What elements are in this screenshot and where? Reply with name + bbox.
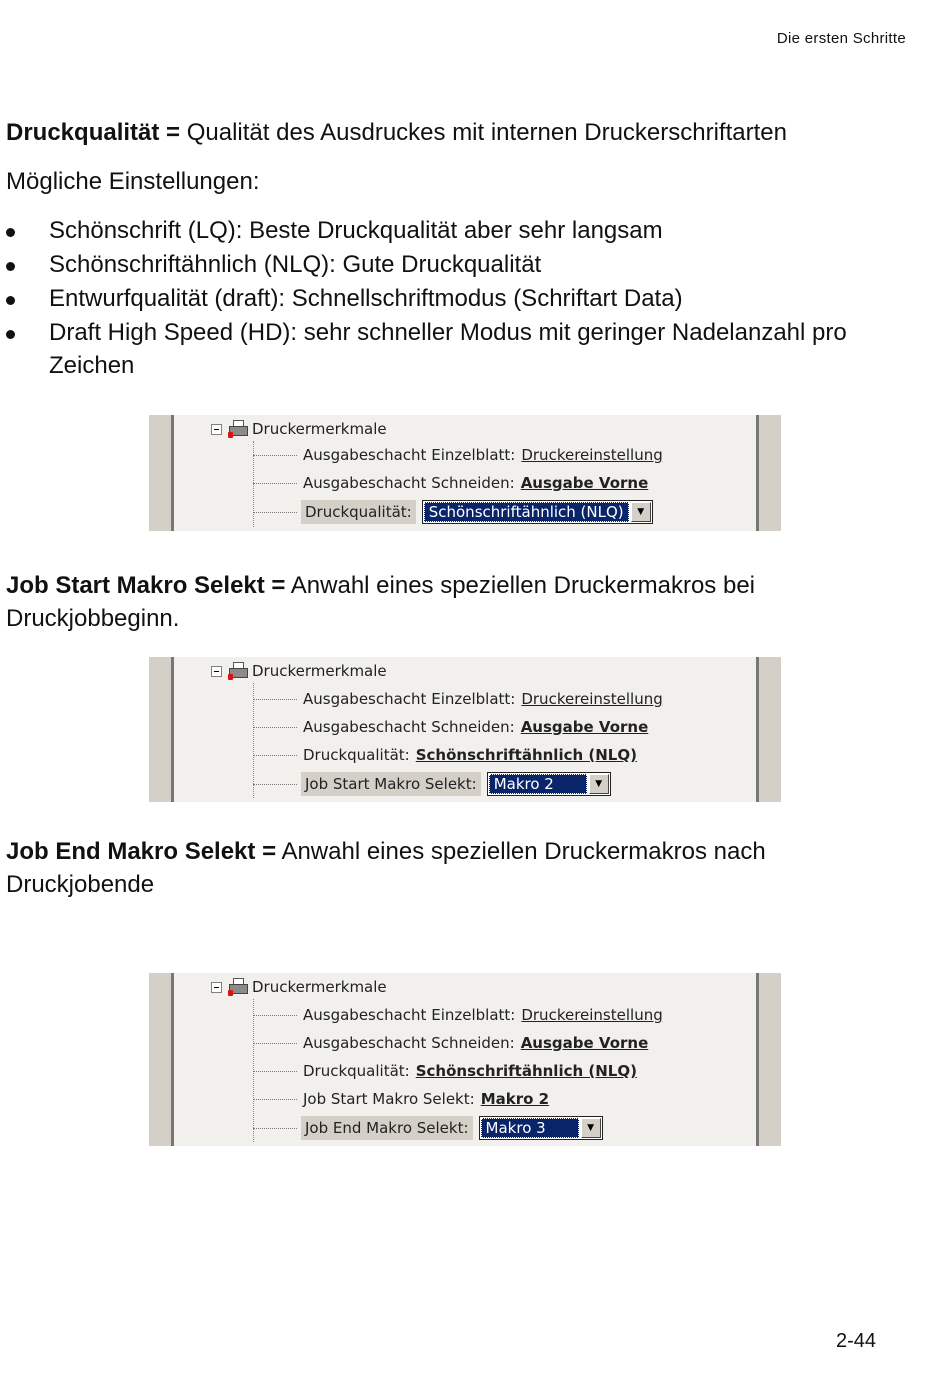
chevron-down-icon[interactable]: ▼ <box>631 502 651 522</box>
job-end-makro-dropdown[interactable]: Makro 3 ▼ <box>479 1116 603 1140</box>
list-item: Schönschriftähnlich (NLQ): Gute Druckqualität <box>6 248 906 281</box>
tree-row[interactable]: Ausgabeschacht Schneiden: Ausgabe Vorne <box>253 714 648 740</box>
printer-icon <box>228 978 248 996</box>
definition-druckqualitaet <box>6 116 906 149</box>
collapse-icon[interactable] <box>211 424 222 435</box>
tree-row[interactable]: Ausgabeschacht Einzelblatt: Druckereinstellung <box>253 1002 663 1028</box>
job-start-makro-dropdown[interactable]: Makro 2 ▼ <box>487 772 611 796</box>
bullet-icon <box>6 262 15 271</box>
tree-row[interactable]: Ausgabeschacht Schneiden: Ausgabe Vorne <box>253 470 648 496</box>
tree-root-label: Druckermerkmale <box>252 978 387 996</box>
printer-icon <box>228 420 248 438</box>
screenshot-job-end-makro <box>149 973 781 1146</box>
tree-row[interactable]: Job Start Makro Selekt: Makro 2 <box>253 1086 549 1112</box>
definition-job-start-makro <box>6 569 906 635</box>
chevron-down-icon[interactable]: ▼ <box>581 1118 601 1138</box>
list-item: Entwurfqualität (draft): Schnellschriftmodus (Schriftart Data) <box>6 282 906 315</box>
tree-row-selected[interactable]: Job End Makro Selekt: Makro 3 ▼ <box>253 1115 603 1141</box>
value-link[interactable]: Makro 2 <box>480 1090 550 1108</box>
value-link[interactable]: Ausgabe Vorne <box>520 718 649 736</box>
value-link[interactable]: Ausgabe Vorne <box>520 474 649 492</box>
tree-row[interactable]: Druckqualität: Schönschriftähnlich (NLQ) <box>253 1058 637 1084</box>
tree-row[interactable]: Ausgabeschacht Einzelblatt: Druckereinstellung <box>253 686 663 712</box>
options-list <box>6 214 906 383</box>
screenshot-druckqualitaet <box>149 415 781 531</box>
definition-text: Qualität des Ausdruckes mit internen Druckerschriftarten <box>180 119 787 146</box>
tree-row-selected[interactable]: Druckqualität: Schönschriftähnlich (NLQ) ▼ <box>253 499 653 525</box>
value-link[interactable]: Druckereinstellung <box>521 690 663 708</box>
running-header: Die ersten Schritte <box>776 30 906 47</box>
bullet-icon <box>6 330 15 339</box>
tree-row[interactable]: Druckqualität: Schönschriftähnlich (NLQ) <box>253 742 637 768</box>
collapse-icon[interactable] <box>211 666 222 677</box>
bullet-icon <box>6 228 15 237</box>
definition-text: Anwahl eines speziellen Druckermakros bei Druckjobbeginn. <box>6 572 755 632</box>
term: Job End Makro Selekt = <box>6 838 277 865</box>
chevron-down-icon[interactable]: ▼ <box>589 774 609 794</box>
tree-root[interactable] <box>211 977 387 997</box>
druckqualitaet-dropdown[interactable]: Schönschriftähnlich (NLQ) ▼ <box>422 500 653 524</box>
tree-root-label: Druckermerkmale <box>252 420 387 438</box>
list-item: Schönschrift (LQ): Beste Druckqualität aber sehr langsam <box>6 214 906 247</box>
term: Job Start Makro Selekt = <box>6 572 286 599</box>
value-link[interactable]: Ausgabe Vorne <box>520 1034 649 1052</box>
tree-row-selected[interactable]: Job Start Makro Selekt: Makro 2 ▼ <box>253 771 611 797</box>
definition-job-end-makro <box>6 835 906 901</box>
tree-root[interactable] <box>211 661 387 681</box>
term: Druckqualität = <box>6 119 181 146</box>
printer-icon <box>228 662 248 680</box>
value-link[interactable]: Druckereinstellung <box>521 1006 663 1024</box>
bullet-icon <box>6 296 15 305</box>
tree-row[interactable]: Ausgabeschacht Schneiden: Ausgabe Vorne <box>253 1030 648 1056</box>
page-number: 2-44 <box>835 1330 876 1352</box>
tree-root-label: Druckermerkmale <box>252 662 387 680</box>
value-link[interactable]: Schönschriftähnlich (NLQ) <box>415 746 637 764</box>
collapse-icon[interactable] <box>211 982 222 993</box>
tree-row[interactable]: Ausgabeschacht Einzelblatt: Druckereinstellung <box>253 442 663 468</box>
options-heading: Mögliche Einstellungen: <box>6 168 260 195</box>
definition-text: Anwahl eines speziellen Druckermakros nach Druckjobende <box>6 838 766 898</box>
screenshot-job-start-makro <box>149 657 781 802</box>
value-link[interactable]: Druckereinstellung <box>521 446 663 464</box>
tree-root[interactable] <box>211 419 387 439</box>
value-link[interactable]: Schönschriftähnlich (NLQ) <box>415 1062 637 1080</box>
list-item: Draft High Speed (HD): sehr schneller Modus mit geringer Nadelanzahl pro Zeichen <box>6 316 906 382</box>
